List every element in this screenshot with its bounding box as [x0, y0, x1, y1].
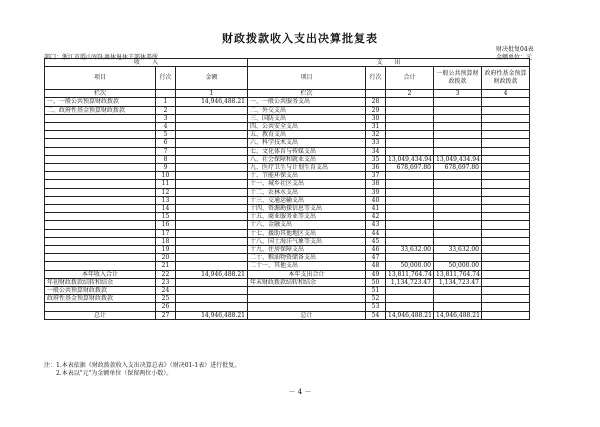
income-item-cell	[45, 205, 156, 213]
income-amount-cell	[176, 131, 248, 139]
table-row	[45, 295, 530, 303]
income-item-cell: 一般公共预算财政拨款	[45, 287, 156, 295]
income-amount-cell	[176, 188, 248, 196]
income-item-cell	[45, 155, 156, 163]
expense-gov-fund-cell	[482, 155, 530, 163]
table-row	[45, 262, 530, 270]
expense-rowno-cell: 38	[366, 180, 386, 188]
income-item-cell: 政府性基金预算财政拨款	[45, 295, 156, 303]
expense-item-cell: 九、医疗卫生与计划生育支出	[248, 164, 366, 172]
note-1: 注：1.本表依据《财政拨款收入支出决算总表》（财决01-1表）进行批复。	[44, 362, 241, 369]
expense-gov-fund-cell	[482, 205, 530, 213]
table-row	[45, 213, 530, 221]
expense-public-budget-cell	[434, 196, 482, 204]
expense-rowno-cell: 52	[366, 295, 386, 303]
table-row	[45, 180, 530, 188]
expense-public-budget-cell	[434, 147, 482, 155]
income-rowno-cell: 14	[156, 205, 176, 213]
table-row	[45, 221, 530, 229]
income-rowno-cell: 8	[156, 155, 176, 163]
expense-gov-fund-cell	[482, 229, 530, 237]
expense-item-cell	[248, 295, 366, 303]
expense-public-budget-cell	[434, 172, 482, 180]
table-row	[45, 254, 530, 262]
income-amount-cell	[176, 139, 248, 147]
expense-public-budget-cell	[434, 295, 482, 303]
income-rowno-cell: 7	[156, 147, 176, 155]
expense-rowno-cell: 50	[366, 278, 386, 286]
income-amount-cell	[176, 164, 248, 172]
col-header-income-rowno: 行次	[156, 67, 176, 90]
table-row	[45, 123, 530, 131]
expense-gov-fund-cell	[482, 172, 530, 180]
income-item-cell: 年初财政拨款结转和结余	[45, 278, 156, 286]
expense-gov-fund-cell	[482, 262, 530, 270]
income-rowno-cell: 16	[156, 221, 176, 229]
expense-item-cell	[248, 303, 366, 311]
expense-total-cell: 50,000.00	[386, 262, 434, 270]
income-rowno-cell: 1	[156, 98, 176, 106]
income-amount-cell	[176, 155, 248, 163]
col-header-gov-fund: 政府性基金预算财政拨款	[482, 67, 530, 90]
income-item-cell	[45, 123, 156, 131]
expense-item-cell	[248, 287, 366, 295]
col-header-income-item: 项目	[45, 67, 156, 90]
expense-rowno-cell: 42	[366, 213, 386, 221]
expense-public-budget-cell	[434, 180, 482, 188]
expense-gov-fund-cell	[482, 254, 530, 262]
expense-public-budget-cell	[434, 303, 482, 311]
income-rowno-cell: 27	[156, 311, 176, 319]
income-item-cell: 二、政府性基金预算财政拨款	[45, 106, 156, 114]
income-item-cell	[45, 237, 156, 245]
expense-rowno-cell: 36	[366, 164, 386, 172]
expense-rowno-cell: 49	[366, 270, 386, 278]
income-amount-cell	[176, 237, 248, 245]
expense-public-budget-cell: 1,134,723.47	[434, 278, 482, 286]
table-row	[45, 131, 530, 139]
expense-rowno-cell: 32	[366, 131, 386, 139]
expense-total-cell: 14,946,488.21	[386, 311, 434, 319]
expense-gov-fund-cell	[482, 213, 530, 221]
expense-item-cell: 总计	[248, 311, 366, 319]
income-item-cell	[45, 246, 156, 254]
expense-total-cell	[386, 221, 434, 229]
expense-total-cell	[386, 147, 434, 155]
expense-rowno-cell: 54	[366, 311, 386, 319]
expense-total-cell	[386, 205, 434, 213]
budget-table	[44, 58, 530, 320]
income-rowno-cell: 18	[156, 237, 176, 245]
expense-public-budget-cell: 678,697.80	[434, 164, 482, 172]
expense-total-cell	[386, 213, 434, 221]
table-row	[45, 139, 530, 147]
unit-label: 金额单位：元	[496, 54, 533, 61]
income-rowno-cell: 11	[156, 180, 176, 188]
expense-item-cell: 十三、交通运输支出	[248, 196, 366, 204]
expense-item-cell: 三、国防支出	[248, 114, 366, 122]
income-amount-cell	[176, 254, 248, 262]
income-amount-cell	[176, 123, 248, 131]
column-number-row	[45, 90, 530, 98]
income-item-cell	[45, 172, 156, 180]
table-row	[45, 205, 530, 213]
income-amount-cell	[176, 246, 248, 254]
expense-total-cell	[386, 188, 434, 196]
table-row	[45, 196, 530, 204]
header-row-sections	[45, 59, 530, 67]
expense-total-cell: 13,049,434.94	[386, 155, 434, 163]
expense-item-cell: 六、科学技术支出	[248, 139, 366, 147]
expense-rowno-cell: 35	[366, 155, 386, 163]
income-item-cell	[45, 164, 156, 172]
income-rowno-cell: 26	[156, 303, 176, 311]
income-amount-cell	[176, 278, 248, 286]
income-item-cell	[45, 221, 156, 229]
expense-item-cell: 本年支出合计	[248, 270, 366, 278]
income-amount-cell	[176, 114, 248, 122]
expense-gov-fund-cell	[482, 106, 530, 114]
expense-gov-fund-cell	[482, 237, 530, 245]
expense-gov-fund-cell	[482, 98, 530, 106]
income-rowno-cell: 10	[156, 172, 176, 180]
expense-public-budget-cell: 33,632.00	[434, 246, 482, 254]
col-header-expense-rowno: 行次	[366, 67, 386, 90]
notes	[44, 362, 240, 378]
expense-item-cell: 十四、资源勘探信息等支出	[248, 205, 366, 213]
expense-rowno-cell: 30	[366, 114, 386, 122]
income-item-cell	[45, 262, 156, 270]
expense-rowno-cell: 44	[366, 229, 386, 237]
income-rowno-cell: 25	[156, 295, 176, 303]
expense-public-budget-cell	[434, 98, 482, 106]
expense-rowno-cell: 40	[366, 196, 386, 204]
expense-public-budget-cell	[434, 229, 482, 237]
expense-total-cell	[386, 303, 434, 311]
expense-public-budget-cell	[434, 139, 482, 147]
income-amount-cell	[176, 147, 248, 155]
income-amount-cell	[176, 180, 248, 188]
income-rowno-cell: 15	[156, 213, 176, 221]
expense-gov-fund-cell	[482, 164, 530, 172]
expense-gov-fund-cell	[482, 278, 530, 286]
expense-public-budget-cell	[434, 221, 482, 229]
expense-gov-fund-cell	[482, 123, 530, 131]
income-rowno-cell: 3	[156, 114, 176, 122]
expense-gov-fund-cell	[482, 221, 530, 229]
expense-gov-fund-cell	[482, 303, 530, 311]
expense-total-cell	[386, 98, 434, 106]
col-header-total: 合计	[386, 67, 434, 90]
table-row	[45, 155, 530, 163]
expense-gov-fund-cell	[482, 139, 530, 147]
expense-section-header: 支 出	[248, 59, 530, 67]
income-item-cell	[45, 196, 156, 204]
table-row	[45, 98, 530, 106]
table-row	[45, 270, 530, 278]
expense-item-cell: 年末财政拨款结转和结余	[248, 278, 366, 286]
table-row	[45, 172, 530, 180]
table-row	[45, 188, 530, 196]
income-item-cell	[45, 303, 156, 311]
expense-item-cell: 十、节能环保支出	[248, 172, 366, 180]
income-rowno-cell: 4	[156, 123, 176, 131]
income-item-cell	[45, 139, 156, 147]
expense-rowno-cell: 29	[366, 106, 386, 114]
expense-gov-fund-cell	[482, 246, 530, 254]
col-label-expense: 栏次	[248, 90, 366, 98]
expense-total-cell	[386, 131, 434, 139]
expense-public-budget-cell	[434, 123, 482, 131]
expense-rowno-cell: 48	[366, 262, 386, 270]
expense-gov-fund-cell	[482, 311, 530, 319]
expense-rowno-cell: 51	[366, 287, 386, 295]
income-item-cell	[45, 229, 156, 237]
income-amount-cell: 14,946,488.21	[176, 311, 248, 319]
table-row	[45, 114, 530, 122]
expense-total-cell: 678,697.80	[386, 164, 434, 172]
income-amount-cell: 14,946,488.21	[176, 98, 248, 106]
expense-item-cell: 五、教育支出	[248, 131, 366, 139]
col-header-public-budget: 一般公共预算财政拨款	[434, 67, 482, 90]
expense-gov-fund-cell	[482, 180, 530, 188]
expense-total-cell	[386, 287, 434, 295]
income-item-cell: 一、一般公共预算财政拨款	[45, 98, 156, 106]
income-amount-cell	[176, 205, 248, 213]
expense-rowno-cell: 39	[366, 188, 386, 196]
expense-public-budget-cell	[434, 213, 482, 221]
income-amount-cell	[176, 213, 248, 221]
col-number-3: 3	[434, 90, 482, 98]
expense-total-cell	[386, 254, 434, 262]
expense-item-cell: 二十、粮油物资储备支出	[248, 254, 366, 262]
income-item-cell	[45, 131, 156, 139]
expense-total-cell	[386, 229, 434, 237]
table-row	[45, 278, 530, 286]
expense-total-cell	[386, 196, 434, 204]
table-row	[45, 106, 530, 114]
table-row	[45, 237, 530, 245]
expense-total-cell	[386, 295, 434, 303]
income-amount-cell	[176, 172, 248, 180]
expense-public-budget-cell	[434, 114, 482, 122]
income-item-cell	[45, 114, 156, 122]
expense-public-budget-cell: 50,000.00	[434, 262, 482, 270]
expense-item-cell: 七、文化体育与传媒支出	[248, 147, 366, 155]
expense-item-cell: 四、公共安全支出	[248, 123, 366, 131]
income-amount-cell	[176, 262, 248, 270]
income-item-cell	[45, 213, 156, 221]
expense-rowno-cell: 28	[366, 98, 386, 106]
expense-public-budget-cell	[434, 254, 482, 262]
expense-total-cell	[386, 180, 434, 188]
income-rowno-cell: 24	[156, 287, 176, 295]
income-rowno-cell: 13	[156, 196, 176, 204]
expense-item-cell: 十二、农林水支出	[248, 188, 366, 196]
col-label-income: 栏次	[45, 90, 156, 98]
table-row	[45, 246, 530, 254]
income-rowno-cell: 22	[156, 270, 176, 278]
table-row	[45, 303, 530, 311]
income-item-cell	[45, 188, 156, 196]
expense-total-cell	[386, 123, 434, 131]
expense-item-cell: 十八、国土海洋气象等支出	[248, 237, 366, 245]
expense-item-cell: 十一、城乡社区支出	[248, 180, 366, 188]
income-rowno-cell: 5	[156, 131, 176, 139]
expense-rowno-cell: 45	[366, 237, 386, 245]
expense-public-budget-cell	[434, 287, 482, 295]
expense-item-cell: 八、社会保障和就业支出	[248, 155, 366, 163]
expense-public-budget-cell	[434, 205, 482, 213]
income-amount-cell	[176, 221, 248, 229]
income-item-cell: 总计	[45, 311, 156, 319]
income-item-cell: 本年收入合计	[45, 270, 156, 278]
form-number: 财决批复04表	[496, 46, 534, 53]
expense-item-cell: 二、外交支出	[248, 106, 366, 114]
expense-public-budget-cell	[434, 106, 482, 114]
expense-total-cell: 33,632.00	[386, 246, 434, 254]
expense-rowno-cell: 53	[366, 303, 386, 311]
col-header-income-amount: 金额	[176, 67, 248, 90]
expense-total-cell: 1,134,723.47	[386, 278, 434, 286]
expense-public-budget-cell	[434, 188, 482, 196]
department-label: 部门：浙江市霞山军队离休退休干部休养所	[44, 54, 159, 61]
expense-rowno-cell: 31	[366, 123, 386, 131]
expense-rowno-cell: 46	[366, 246, 386, 254]
expense-public-budget-cell	[434, 131, 482, 139]
expense-item-cell: 十五、商业服务业等支出	[248, 213, 366, 221]
expense-rowno-cell: 47	[366, 254, 386, 262]
income-rowno-cell: 20	[156, 254, 176, 262]
income-amount-cell	[176, 303, 248, 311]
income-item-cell	[45, 180, 156, 188]
income-item-cell	[45, 254, 156, 262]
table-row	[45, 147, 530, 155]
income-rowno-cell: 21	[156, 262, 176, 270]
table-row	[45, 164, 530, 172]
expense-rowno-cell: 37	[366, 172, 386, 180]
page-number: － 4 －	[288, 388, 312, 396]
expense-gov-fund-cell	[482, 131, 530, 139]
income-amount-cell	[176, 287, 248, 295]
expense-total-cell: 13,811,764.74	[386, 270, 434, 278]
table-row	[45, 311, 530, 319]
income-item-cell	[45, 147, 156, 155]
expense-gov-fund-cell	[482, 295, 530, 303]
income-section-header: 收 入	[45, 59, 248, 67]
income-rowno-cell: 19	[156, 246, 176, 254]
expense-total-cell	[386, 114, 434, 122]
income-rowno-cell: 23	[156, 278, 176, 286]
expense-public-budget-cell: 13,049,434.94	[434, 155, 482, 163]
income-amount-cell	[176, 196, 248, 204]
income-amount-cell: 14,946,488.21	[176, 270, 248, 278]
note-2: 2.本表以"元"为金额单位（保留两位小数）。	[44, 370, 173, 377]
table-row	[45, 229, 530, 237]
expense-total-cell	[386, 237, 434, 245]
income-amount-cell	[176, 295, 248, 303]
col-number-4: 4	[482, 90, 530, 98]
income-rowno-cell: 2	[156, 106, 176, 114]
header-row-columns	[45, 67, 530, 90]
income-rowno-cell: 17	[156, 229, 176, 237]
expense-item-cell: 二十一、其他支出	[248, 262, 366, 270]
expense-item-cell: 一、一般公共服务支出	[248, 98, 366, 106]
expense-public-budget-cell: 14,946,488.21	[434, 311, 482, 319]
expense-item-cell: 十七、援助其他地区支出	[248, 229, 366, 237]
expense-gov-fund-cell	[482, 270, 530, 278]
expense-rowno-cell: 43	[366, 221, 386, 229]
expense-rowno-cell: 34	[366, 147, 386, 155]
expense-gov-fund-cell	[482, 114, 530, 122]
col-number-1: 1	[176, 90, 248, 98]
report-title: 财政拨款收入支出决算批复表	[222, 32, 378, 45]
income-rowno-cell: 12	[156, 188, 176, 196]
expense-item-cell: 十九、住房保障支出	[248, 246, 366, 254]
col-number-2: 2	[386, 90, 434, 98]
income-amount-cell	[176, 229, 248, 237]
expense-rowno-cell: 41	[366, 205, 386, 213]
expense-gov-fund-cell	[482, 147, 530, 155]
expense-item-cell: 十六、金融支出	[248, 221, 366, 229]
expense-public-budget-cell	[434, 237, 482, 245]
expense-total-cell	[386, 106, 434, 114]
col-header-expense-item: 项目	[248, 67, 366, 90]
income-amount-cell	[176, 106, 248, 114]
table-row	[45, 287, 530, 295]
income-rowno-cell: 6	[156, 139, 176, 147]
expense-total-cell	[386, 172, 434, 180]
income-rowno-cell: 9	[156, 164, 176, 172]
expense-gov-fund-cell	[482, 188, 530, 196]
expense-gov-fund-cell	[482, 196, 530, 204]
expense-gov-fund-cell	[482, 287, 530, 295]
expense-total-cell	[386, 139, 434, 147]
expense-public-budget-cell: 13,811,764.74	[434, 270, 482, 278]
expense-rowno-cell: 33	[366, 139, 386, 147]
